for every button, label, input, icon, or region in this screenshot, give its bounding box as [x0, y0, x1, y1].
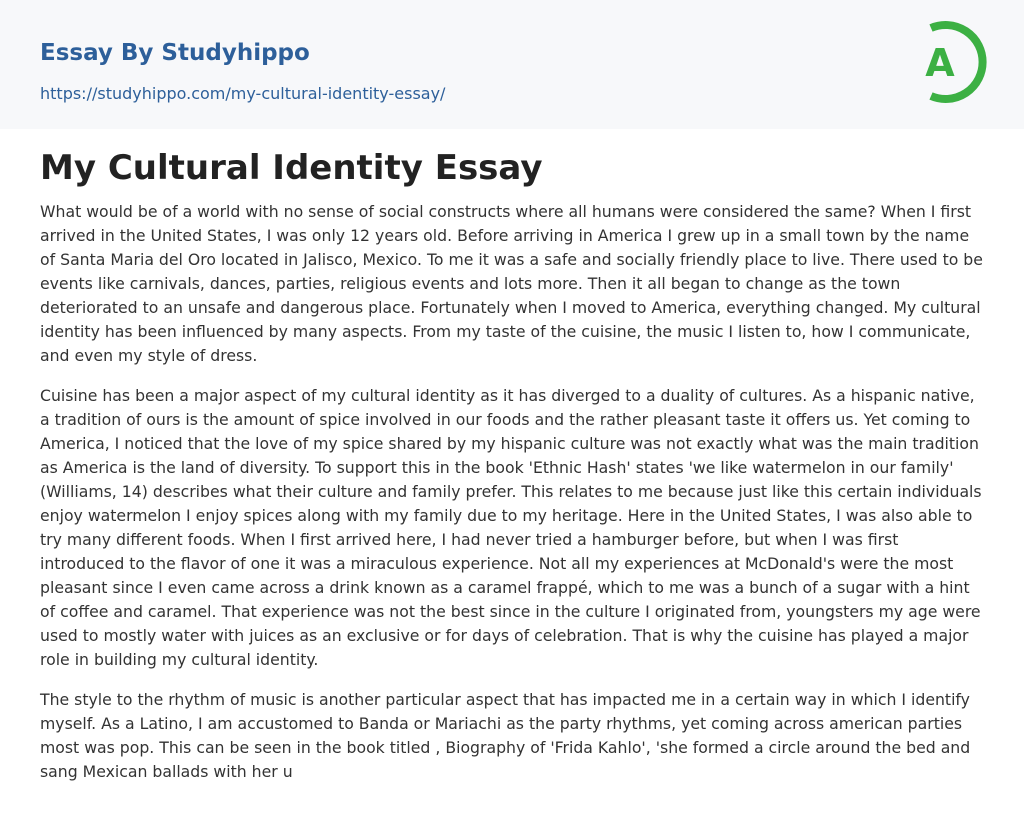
essay-paragraph: Cuisine has been a major aspect of my cultural identity as it has diverged to a duality of cultures. As a hispanic native, a tradition of ours is the amount of spice involved in our foods and the rather pleasant taste it offers us. Yet coming to America, I noticed that the love of my spice shared by my hispanic culture was not exactly what was the main tradition as America is the land of diversity. To support this in the book 'Ethnic Hash' states 'we like watermelon in our family' (Williams, 14) describes what their culture and family prefer. This relates to me because just like this certain individuals enjoy watermelon I enjoy spices along with my family due to my heritage. Here in the United States, I was also able to try many different foods. When I first arrived here, I had never tried a hamburger before, but when I was first introduced to the flavor of one it was a miraculous experience. Not all my experiences at McDonald's were the most pleasant since I even came across a drink known as a caramel frappé, which to me was a bunch of a sugar with a hint of coffee and caramel. That experience was not the best since in the culture I originated from, youngsters my age were used to mostly water with juices as an exclusive or for days of celebration. That is why the cuisine has played a major role in building my cultural identity.	[40, 386, 982, 669]
studyhippo-logo-icon[interactable]	[910, 17, 988, 107]
essay-paragraph: The style to the rhythm of music is another particular aspect that has impacted me in a certain way in which I identify myself. As a Latino, I am accustomed to Banda or Mariachi as the party rhythms, yet coming across american parties most was pop. This can be seen in the book titled , Biography of 'Frida Kahlo', 'she formed a circle around the bed and sang Mexican ballads with her u	[40, 690, 971, 781]
site-title[interactable]: Essay By Studyhippo	[40, 40, 310, 66]
essay-url-link[interactable]: https://studyhippo.com/my-cultural-identity-essay/	[40, 84, 446, 103]
essay-paragraph: What would be of a world with no sense of social constructs where all humans were considered the same? When I first arrived in the United States, I was only 12 years old. Before arriving in America I grew up in a small town by the name of Santa Maria del Oro located in Jalisco, Mexico. To me it was a safe and socially friendly place to live. There used to be events like carnivals, dances, parties, religious events and lots more. Then it all began to change as the town deteriorated to an unsafe and dangerous place. Fortunately when I moved to America, everything changed. My cultural identity has been influenced by many aspects. From my taste of the cuisine, the music I listen to, how I communicate, and even my style of dress.	[40, 202, 983, 365]
site-header	[0, 0, 1024, 129]
logo-letter: A	[925, 41, 955, 85]
essay-title: My Cultural Identity Essay	[40, 148, 543, 188]
essay-content	[40, 146, 986, 800]
